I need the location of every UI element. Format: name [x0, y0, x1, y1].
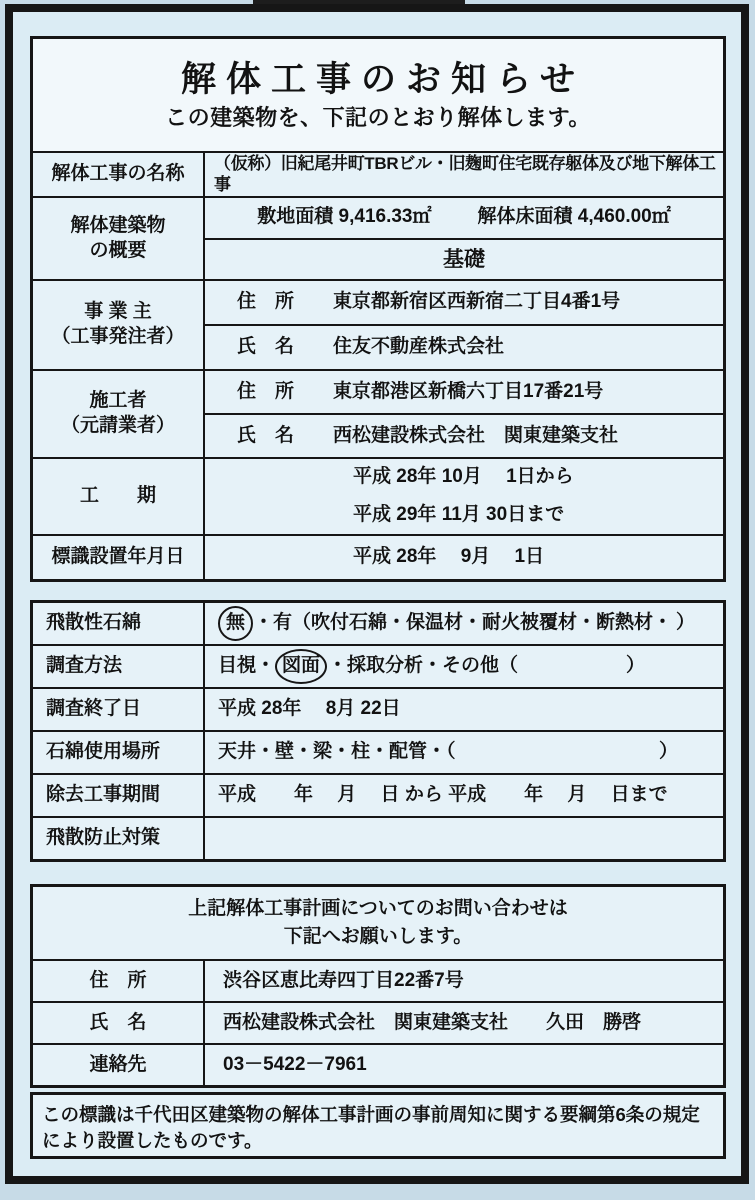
work-name-value: （仮称）旧紀尾井町TBRビル・旧麹町住宅既存躯体及び地下解体工事: [214, 154, 716, 194]
row-contractor: [33, 369, 723, 457]
period-values: [205, 459, 723, 534]
site-area: 敷地面積 9,416.33㎡: [257, 206, 432, 228]
owner-address-label: 住 所: [237, 291, 295, 313]
survey-end-value: 平成 28年 8月 22日: [218, 698, 401, 720]
prevention-label: 飛散防止対策: [33, 818, 205, 859]
sign-subtitle: この建築物を、下記のとおり解体します。: [165, 104, 591, 130]
area-subrow: [205, 198, 723, 238]
period-to: 平成 29年 11月 30日まで: [353, 504, 565, 525]
asbestos-location-value: 天井・壁・梁・柱・配管・（ ）: [218, 741, 678, 763]
main-notice-table: [30, 36, 726, 582]
structure-value: 基礎: [443, 247, 485, 271]
contact-name-label: 氏 名: [33, 1003, 205, 1043]
survey-end-label: 調査終了日: [33, 689, 205, 730]
building-overview-values: [205, 198, 723, 279]
owner-name-value: 住友不動産株式会社: [333, 336, 505, 358]
removal-period-value: 平成 年 月 日 から 平成 年 月 日まで: [218, 784, 668, 806]
dispersal-label: 飛散性石綿: [33, 603, 205, 644]
row-building-overview: [33, 196, 723, 279]
period-label: 工 期: [33, 459, 205, 534]
sign-date-label: 標識設置年月日: [33, 536, 205, 579]
building-overview-label: 解体建築物 の概要: [33, 198, 205, 279]
row-survey-method: [33, 644, 723, 687]
row-contact-address: [33, 959, 723, 1001]
prevention-value: [205, 818, 723, 859]
contact-header: 上記解体工事計画についてのお問い合わせは 下記へお願いします。: [188, 898, 568, 947]
contractor-address-value: 東京都港区新橋六丁目17番21号: [333, 380, 604, 402]
row-asbestos-location: [33, 730, 723, 773]
sign-date-value: 平成 28年 9月 1日: [353, 546, 545, 568]
period-from: 平成 28年 10月 1日から: [353, 466, 574, 488]
contractor-name-subrow: [205, 413, 723, 457]
survey-method-label: 調査方法: [33, 646, 205, 687]
row-dispersal-prevention: [33, 816, 723, 859]
contact-name-value: 西松建設株式会社 関東建築支社 久田 勝啓: [223, 1011, 642, 1033]
contact-phone-value: 03－5422－7961: [223, 1053, 367, 1075]
contact-address-value: 渋谷区恵比寿四丁目22番7号: [223, 969, 464, 991]
dispersal-value: 無 ・有（吹付石綿・保温材・耐火被覆材・断熱材・ ）: [205, 603, 723, 644]
owner-address-subrow: [205, 281, 723, 324]
title-block: [33, 39, 723, 151]
circled-drawing-mark: 図面: [275, 649, 327, 684]
sign-title: 解体工事のお知らせ: [181, 59, 585, 99]
circled-none-mark: 無: [218, 606, 253, 641]
contact-phone-label: 連絡先: [33, 1045, 205, 1085]
contact-table: [30, 884, 726, 1088]
structure-subrow: [205, 238, 723, 280]
contractor-name-value: 西松建設株式会社 関東建築支社: [333, 424, 619, 446]
owner-label: 事 業 主 （工事発注者）: [33, 281, 205, 369]
owner-name-label: 氏 名: [237, 336, 295, 358]
contractor-values: [205, 371, 723, 457]
contractor-label: 施工者 （元請業者）: [33, 371, 205, 457]
contractor-address-subrow: [205, 371, 723, 413]
owner-name-subrow: [205, 324, 723, 369]
demolition-floor-area: 解体床面積 4,460.00㎡: [477, 206, 671, 228]
row-contact-phone: [33, 1043, 723, 1085]
work-name-label: 解体工事の名称: [33, 153, 205, 196]
contractor-name-label: 氏 名: [237, 424, 295, 446]
row-dispersal-asbestos: [33, 603, 723, 644]
row-survey-end-date: [33, 687, 723, 730]
removal-period-label: 除去工事期間: [33, 775, 205, 816]
owner-values: [205, 281, 723, 369]
asbestos-table: [30, 600, 726, 862]
row-construction-period: [33, 457, 723, 534]
footer-note-box: [30, 1092, 726, 1159]
contractor-address-label: 住 所: [237, 380, 295, 402]
survey-method-value: 目視・ 図面 ・採取分析・その他（ ）: [205, 646, 723, 687]
row-sign-installation-date: [33, 534, 723, 579]
row-removal-period: [33, 773, 723, 816]
row-work-name: [33, 151, 723, 196]
contact-address-label: 住 所: [33, 961, 205, 1001]
footer-note-text: この標識は千代田区建築物の解体工事計画の事前周知に関する要綱第6条の規定により設置したものです。: [42, 1104, 700, 1151]
asbestos-location-label: 石綿使用場所: [33, 732, 205, 773]
owner-address-value: 東京都新宿区西新宿二丁目4番1号: [333, 291, 621, 313]
row-owner: [33, 279, 723, 369]
row-contact-name: [33, 1001, 723, 1043]
